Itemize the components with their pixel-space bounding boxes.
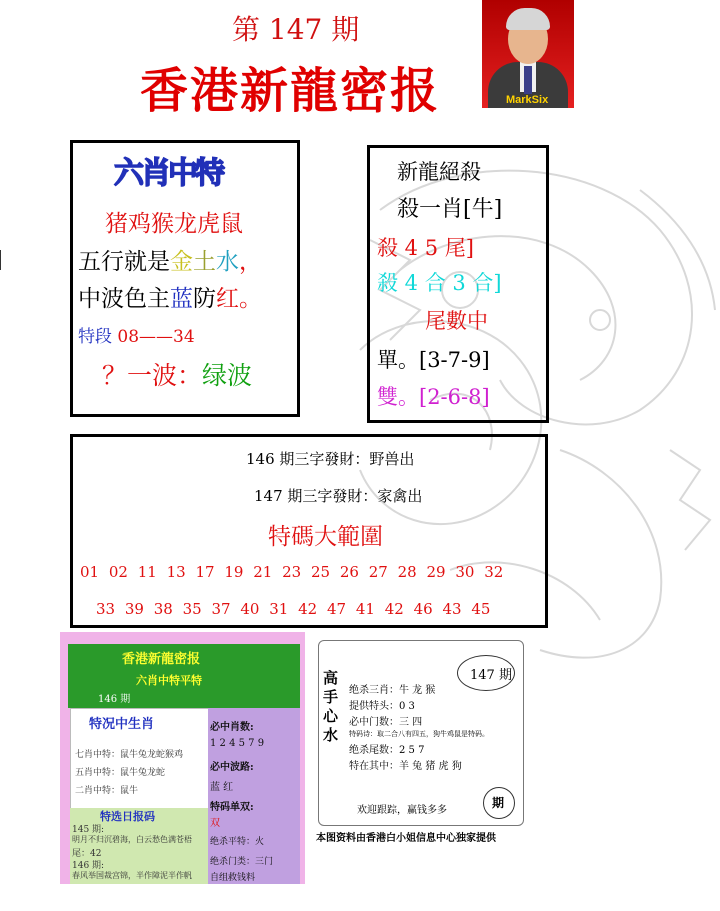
low-line-2: 明月不归沉碧海，白云愁色满苍梧 [72,835,192,844]
left-panel-right [208,708,300,884]
low-title: 特选日报码 [100,810,155,823]
yibo-prefix: ？一波： [102,361,203,390]
presenter-photo [482,0,574,108]
range-number: 30 [455,563,475,581]
issue-146-line: 146 期三字發財：野兽出 [246,450,415,468]
left-panel-issue: 146 期 [98,694,131,705]
range-number: 23 [282,563,302,581]
range-number: 40 [240,600,260,618]
bose-suffix: 。 [239,286,262,312]
bottom-right-line-2: 绝杀门类：三门 [210,857,274,867]
range-number: 01 [80,563,100,581]
range-number: 43 [442,600,462,618]
bose-mid: 防 [193,286,216,312]
wuxing-jin: 金 [170,249,193,275]
range-number: 38 [153,600,173,618]
even-tails: 雙。[2-6-8] [377,385,490,409]
photo-caption: MarkSix [506,94,549,106]
left-panel-mid [70,708,210,810]
kill-zodiac: 殺一肖[牛] [397,197,503,222]
wuxing-suffix: ， [239,249,262,275]
range-number: 33 [96,600,116,618]
tip-line-3: 必中门数：三 四 [349,717,423,728]
wuxing-shui: 水 [216,249,239,275]
bose-line [78,280,262,313]
panel-footer: 欢迎跟踪，赢钱多多 [357,805,447,816]
kill-tail: 殺 4 5 尾] [377,236,474,260]
range-number: 19 [224,563,244,581]
tip-line-4: 特码诗：取二合八有四五，狗牛鸡鼠是特码。 [349,730,489,738]
teduan-line [78,322,195,347]
mid-line-2: 五肖中特：鼠牛兔龙蛇 [75,768,166,778]
range-number: 11 [137,563,157,581]
range-number: 28 [397,563,417,581]
six-zodiac-banner: 六肖中特 [114,156,222,191]
corner-stamp [483,787,515,819]
issue-badge-cloud [457,655,515,691]
zodiac-list: 猪鸡猴龙虎鼠 [105,211,243,237]
credit-line: 本图资料由香港白小姐信息中心独家提供 [316,833,496,844]
range-number: 35 [182,600,202,618]
expert-tips-panel [318,640,524,826]
range-number: 32 [484,563,504,581]
tip-line-5: 绝杀尾数：2 5 7 [349,745,425,756]
range-number: 37 [211,600,231,618]
wuxing-line [78,243,262,276]
bose-prefix: 中波色主 [78,286,170,312]
left-panel-title: 香港新龍密报 [122,652,201,667]
corner-stamp-text: 期 [492,796,505,810]
bose-blue: 蓝 [170,286,193,312]
left-panel-low [70,808,208,884]
page-title: 香港新龍密报 [140,63,441,119]
wuxing-tu: 土 [193,249,216,275]
left-panel-header [68,644,300,708]
tip-line-6: 特在其中：羊 兔 猪 虎 狗 [349,761,462,772]
range-number: 27 [368,563,388,581]
range-number: 45 [471,600,491,618]
tip-line-2: 提供特头：0 3 [349,701,415,712]
tail-title: 尾數中 [425,309,488,333]
right-line-2: 1 2 4 5 7 9 [210,738,265,749]
range-number: 29 [426,563,446,581]
range-number: 41 [355,600,375,618]
bottom-right-line-3: 自组救钱料 [210,873,256,883]
right-line-1: 必中肖数: [210,722,254,733]
low-line-4: 146 期: [72,861,105,871]
low-line-3: 尾：42 [72,849,102,859]
range-number: 47 [327,600,347,618]
teduan-label: 特段 [78,327,112,347]
kill-sum: 殺 4 合 3 合] [377,271,502,295]
range-number: 42 [384,600,404,618]
bottom-right-line-1: 绝杀平特：火 [210,837,265,847]
yibo-value: 绿波 [202,361,253,390]
right-line-4: 蓝 红 [210,782,234,793]
issue-number: 第 147 期 [232,13,360,46]
right-line-6: 双 [210,818,220,829]
range-number: 42 [298,600,318,618]
range-number: 39 [124,600,144,618]
tip-line-1: 绝杀三肖：牛 龙 猴 [349,685,436,696]
left-panel-mid-title: 特况中生肖 [89,717,155,732]
teduan-value: 08——34 [117,327,195,347]
range-number: 02 [108,563,128,581]
numbers-row-2 [96,600,490,618]
expert-side-title: 高手心水 [323,669,339,744]
left-panel-subtitle: 六肖中特平特 [136,674,202,687]
mid-line-1: 七肖中特：鼠牛兔龙蛇猴鸡 [75,750,184,760]
issue-147-line: 147 期三字發財：家禽出 [254,487,423,505]
range-number: 31 [269,600,289,618]
wuxing-prefix: 五行就是 [78,249,170,275]
odd-tails: 單。[3-7-9] [377,348,490,372]
low-line-1: 145 期: [72,825,105,835]
range-title: 特碼大範圍 [268,524,383,550]
range-number: 26 [339,563,359,581]
mid-line-3: 二肖中特：鼠牛 [75,786,139,796]
right-line-3: 必中波路: [210,762,254,773]
issue-badge: 147 期 [470,668,512,683]
range-number: 21 [253,563,273,581]
range-number: 17 [195,563,215,581]
kill-title: 新龍絕殺 [397,160,481,184]
numbers-row-1 [80,563,503,581]
left-ad-panel [60,632,305,884]
edge-mark [0,250,1,270]
low-line-5: 春风举国裁宫锦，半作障泥半作帆 [72,871,192,880]
yibo-line [102,356,252,392]
range-number: 13 [166,563,186,581]
range-number: 46 [413,600,433,618]
bose-red: 红 [216,286,239,312]
right-line-5: 特码单双: [210,802,254,813]
range-number: 25 [311,563,331,581]
